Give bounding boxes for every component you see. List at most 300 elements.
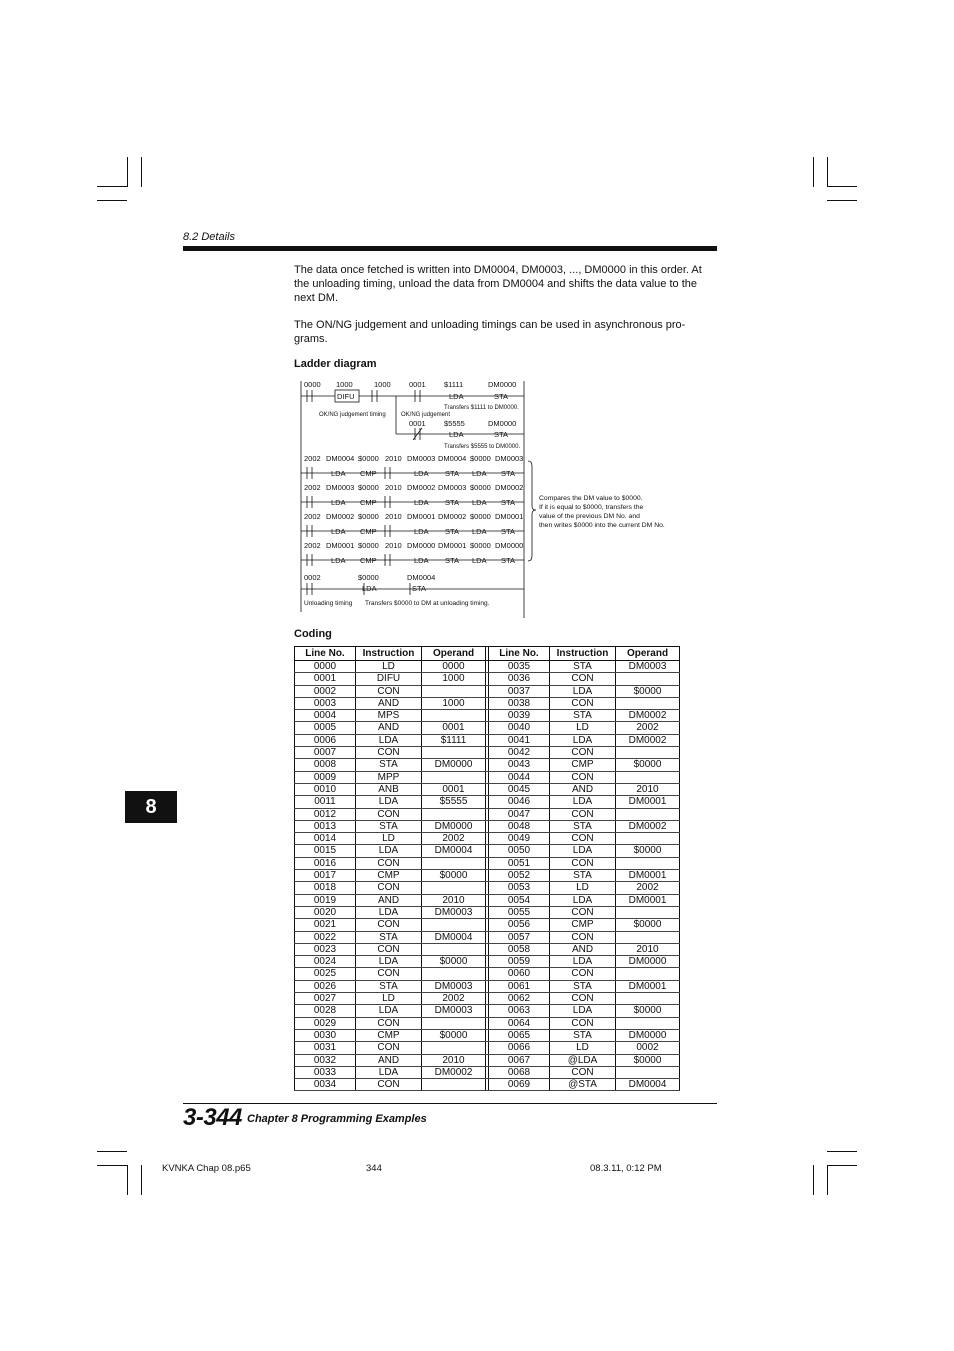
ladder-note: Transfers $5555 to DM0000. [444, 444, 521, 450]
lda-coil: LDA [472, 498, 487, 507]
table-cell: CON [356, 1017, 422, 1029]
table-cell: 0000 [295, 661, 356, 673]
ladder-label: $0000 [358, 454, 379, 463]
table-cell [422, 882, 486, 894]
table-cell: 0028 [295, 1005, 356, 1017]
cmp-coil: CMP [360, 556, 377, 565]
table-cell: 0027 [295, 993, 356, 1005]
ladder-label: 0000 [304, 380, 321, 389]
ladder-note: Unloading timing [304, 600, 353, 607]
table-cell: CON [550, 673, 616, 685]
ladder-label: 2002 [304, 541, 321, 550]
table-cell: 0003 [295, 697, 356, 709]
table-cell: CON [550, 857, 616, 869]
table-cell: 0054 [489, 894, 550, 906]
lda-coil: LDA [331, 556, 346, 565]
table-cell: $0000 [616, 919, 680, 931]
table-cell [616, 747, 680, 759]
table-cell: 0008 [295, 759, 356, 771]
table-cell: 0033 [295, 1066, 356, 1078]
table-cell: CON [550, 1066, 616, 1078]
table-cell: DM0003 [422, 980, 486, 992]
table-cell: 0006 [295, 734, 356, 746]
table-cell: DM0004 [422, 845, 486, 857]
ladder-label: 2010 [385, 541, 402, 550]
table-row [295, 968, 680, 980]
lda-coil: LDA [414, 498, 429, 507]
lda-coil: LDA [414, 469, 429, 478]
table-cell: AND [356, 697, 422, 709]
column-header: Operand [422, 647, 486, 661]
table-cell: $0000 [422, 956, 486, 968]
ladder-label: 2002 [304, 454, 321, 463]
table-cell: 0069 [489, 1079, 550, 1091]
table-cell: 1000 [422, 697, 486, 709]
ladder-label: $0000 [358, 541, 379, 550]
table-cell: 0051 [489, 857, 550, 869]
table-cell: DM0003 [422, 1005, 486, 1017]
table-cell: 0042 [489, 747, 550, 759]
ladder-note: OK/NG judgement [401, 412, 451, 418]
table-cell: DM0004 [422, 931, 486, 943]
table-cell: LD [356, 833, 422, 845]
section-label: 8.2 Details [183, 231, 235, 243]
table-cell: STA [356, 931, 422, 943]
table-cell: CON [550, 968, 616, 980]
sta-coil: STA [412, 584, 427, 593]
table-cell [422, 808, 486, 820]
table-cell: 1000 [422, 673, 486, 685]
table-cell: 0017 [295, 870, 356, 882]
table-cell: @STA [550, 1079, 616, 1091]
ladder-label: DM0001 [326, 541, 355, 550]
table-cell: CON [356, 943, 422, 955]
table-cell: 0002 [295, 685, 356, 697]
table-cell [422, 771, 486, 783]
table-row [295, 1066, 680, 1078]
table-cell [422, 685, 486, 697]
table-cell: 0038 [489, 697, 550, 709]
ladder-label: DM0001 [438, 541, 467, 550]
table-cell: DIFU [356, 673, 422, 685]
table-cell: CON [356, 685, 422, 697]
table-cell: LD [550, 1042, 616, 1054]
table-cell: CON [550, 771, 616, 783]
table-cell: STA [550, 1029, 616, 1041]
side-note-line: value of the previous DM No. and [539, 513, 640, 520]
table-cell: 0021 [295, 919, 356, 931]
table-cell [616, 906, 680, 918]
table-cell: AND [356, 1054, 422, 1066]
ladder-label: DM0000 [488, 380, 517, 389]
sta-coil: STA [494, 430, 509, 439]
footer-page: 344 [366, 1163, 382, 1174]
table-row [295, 906, 680, 918]
table-cell: CON [356, 919, 422, 931]
table-cell: CON [550, 1017, 616, 1029]
lda-coil: LDA [331, 469, 346, 478]
coding-heading: Coding [294, 628, 332, 640]
table-cell: $0000 [616, 685, 680, 697]
table-cell [422, 943, 486, 955]
cmp-coil: CMP [360, 498, 377, 507]
table-cell: $0000 [616, 1005, 680, 1017]
table-cell [422, 1017, 486, 1029]
table-cell: LDA [550, 845, 616, 857]
lda-coil: LDA [414, 527, 429, 536]
table-cell: LDA [550, 685, 616, 697]
table-cell: DM0002 [616, 710, 680, 722]
chapter-title: Chapter 8 Programming Examples [247, 1113, 427, 1125]
table-cell: 0002 [616, 1042, 680, 1054]
table-cell: STA [550, 661, 616, 673]
table-cell: DM0000 [422, 820, 486, 832]
table-cell: 0001 [422, 722, 486, 734]
ladder-label: 2002 [304, 483, 321, 492]
table-cell: CON [356, 747, 422, 759]
ladder-label: $1111 [444, 380, 464, 389]
table-row [295, 919, 680, 931]
lda-coil: LDA [472, 527, 487, 536]
side-note-line: Compares the DM value to $0000. [539, 495, 643, 502]
table-cell: CMP [356, 870, 422, 882]
table-row [295, 796, 680, 808]
ladder-label: DM0003 [326, 483, 355, 492]
table-cell: 0025 [295, 968, 356, 980]
table-row [295, 673, 680, 685]
table-cell: 0064 [489, 1017, 550, 1029]
ladder-label: DM0003 [495, 454, 524, 463]
paragraph-1: The data once fetched is written into DM0004, DM0003, ..., DM0000 in this order. At the unloading timing, unload the data from DM0004 and shifts the data value to the next DM. [294, 264, 702, 304]
table-cell [616, 968, 680, 980]
cmp-coil: CMP [360, 527, 377, 536]
ladder-label: $0000 [470, 454, 491, 463]
table-cell: $5555 [422, 796, 486, 808]
cmp-coil: CMP [360, 469, 377, 478]
table-cell: LDA [356, 1066, 422, 1078]
table-cell [616, 771, 680, 783]
table-cell: $0000 [422, 1029, 486, 1041]
ladder-label: $0000 [358, 512, 379, 521]
table-cell: CON [550, 993, 616, 1005]
table-cell [616, 833, 680, 845]
table-cell: LDA [550, 956, 616, 968]
table-header-row [295, 647, 680, 661]
table-cell: DM0000 [422, 759, 486, 771]
table-cell: $0000 [616, 845, 680, 857]
ladder-label: DM0003 [407, 454, 436, 463]
table-cell: STA [356, 820, 422, 832]
table-cell [616, 931, 680, 943]
table-cell: 0066 [489, 1042, 550, 1054]
table-cell [422, 1042, 486, 1054]
ladder-label: DM0002 [407, 483, 436, 492]
column-header: Operand [616, 647, 680, 661]
table-cell: DM0003 [616, 661, 680, 673]
table-cell: DM0001 [616, 796, 680, 808]
table-cell: CON [550, 697, 616, 709]
sta-coil: STA [501, 556, 516, 565]
table-row [295, 882, 680, 894]
table-cell: CMP [550, 759, 616, 771]
table-cell: MPS [356, 710, 422, 722]
table-row [295, 685, 680, 697]
ladder-label: $0000 [470, 512, 491, 521]
table-cell: CON [356, 968, 422, 980]
table-cell: DM0001 [616, 894, 680, 906]
table-cell: 2010 [616, 943, 680, 955]
table-cell: DM0002 [422, 1066, 486, 1078]
table-row [295, 1029, 680, 1041]
header-rule [183, 246, 717, 251]
table-row [295, 1017, 680, 1029]
table-cell: CON [356, 808, 422, 820]
table-cell: AND [550, 943, 616, 955]
table-cell: LDA [550, 796, 616, 808]
table-cell: STA [550, 870, 616, 882]
lda-coil: LDA [449, 392, 464, 401]
table-row [295, 833, 680, 845]
table-cell [422, 857, 486, 869]
table-cell: DM0000 [616, 956, 680, 968]
ladder-label: 0002 [304, 573, 321, 582]
table-cell: 0055 [489, 906, 550, 918]
table-cell: 0052 [489, 870, 550, 882]
column-header: Line No. [295, 647, 356, 661]
side-note-line: If it is equal to $0000, transfers the [539, 504, 644, 511]
table-cell: LDA [356, 956, 422, 968]
table-row [295, 722, 680, 734]
table-cell: LDA [550, 734, 616, 746]
table-row [295, 1005, 680, 1017]
table-cell: DM0002 [616, 734, 680, 746]
table-cell: 0030 [295, 1029, 356, 1041]
table-cell: STA [550, 980, 616, 992]
table-row [295, 734, 680, 746]
sta-coil: STA [501, 469, 516, 478]
table-row [295, 943, 680, 955]
table-cell: 0067 [489, 1054, 550, 1066]
table-cell [616, 1066, 680, 1078]
table-cell: CON [356, 857, 422, 869]
table-row [295, 710, 680, 722]
ladder-label: 2010 [385, 454, 402, 463]
table-cell: CMP [356, 1029, 422, 1041]
table-cell: 2002 [422, 993, 486, 1005]
ladder-label: DM0004 [326, 454, 355, 463]
table-cell: $0000 [422, 870, 486, 882]
table-cell: 0007 [295, 747, 356, 759]
table-cell: 0044 [489, 771, 550, 783]
table-cell: 0039 [489, 710, 550, 722]
ladder-diagram [294, 376, 714, 622]
sta-coil: STA [494, 392, 509, 401]
table-cell: DM0004 [616, 1079, 680, 1091]
table-cell [422, 919, 486, 931]
table-cell: DM0002 [616, 820, 680, 832]
table-cell [422, 968, 486, 980]
table-cell: 0010 [295, 783, 356, 795]
ladder-label: DM0002 [495, 483, 524, 492]
ladder-label: DM0003 [438, 483, 467, 492]
table-cell: 0059 [489, 956, 550, 968]
sta-coil: STA [445, 469, 460, 478]
table-cell: 0015 [295, 845, 356, 857]
ladder-label: 0001 [409, 419, 426, 428]
table-cell: 0063 [489, 1005, 550, 1017]
lda-coil: LDA [414, 556, 429, 565]
table-cell: 2002 [616, 722, 680, 734]
footer-file: KVNKA Chap 08.p65 [162, 1163, 251, 1174]
table-cell: 0061 [489, 980, 550, 992]
table-cell: $0000 [616, 759, 680, 771]
table-row [295, 759, 680, 771]
table-cell: 0034 [295, 1079, 356, 1091]
table-cell: 0001 [422, 783, 486, 795]
ladder-label: $0000 [470, 541, 491, 550]
table-cell: 0011 [295, 796, 356, 808]
table-cell: AND [550, 783, 616, 795]
table-cell: LDA [356, 734, 422, 746]
ladder-label: $0000 [358, 573, 379, 582]
table-cell: 0032 [295, 1054, 356, 1066]
ladder-label: $5555 [444, 419, 465, 428]
table-row [295, 894, 680, 906]
table-cell: 0057 [489, 931, 550, 943]
ladder-note: OK/NG judgement timing [319, 412, 386, 418]
ladder-label: 2010 [385, 483, 402, 492]
table-cell [422, 1079, 486, 1091]
table-cell: 2010 [422, 894, 486, 906]
ladder-label: 2002 [304, 512, 321, 521]
table-cell: 0024 [295, 956, 356, 968]
table-cell: 0020 [295, 906, 356, 918]
table-cell: DM0001 [616, 870, 680, 882]
table-cell: CON [356, 882, 422, 894]
table-cell: STA [550, 710, 616, 722]
ladder-label: 0001 [409, 380, 426, 389]
table-cell [616, 808, 680, 820]
table-row [295, 956, 680, 968]
table-cell: 0046 [489, 796, 550, 808]
table-cell: 0045 [489, 783, 550, 795]
table-cell: CON [550, 906, 616, 918]
table-cell: ANB [356, 783, 422, 795]
table-row [295, 747, 680, 759]
table-cell: DM0003 [422, 906, 486, 918]
table-cell: 2002 [422, 833, 486, 845]
table-cell: 0005 [295, 722, 356, 734]
table-cell: 0012 [295, 808, 356, 820]
table-cell: LDA [356, 845, 422, 857]
ladder-label: DM0002 [438, 512, 467, 521]
table-cell [616, 697, 680, 709]
lda-coil: LDA [472, 556, 487, 565]
table-cell: 0000 [422, 661, 486, 673]
table-cell: 0018 [295, 882, 356, 894]
table-cell: 0035 [489, 661, 550, 673]
table-cell: 0043 [489, 759, 550, 771]
ladder-label: $0000 [470, 483, 491, 492]
table-cell: AND [356, 894, 422, 906]
table-row [295, 1054, 680, 1066]
table-cell: DM0001 [616, 980, 680, 992]
coding-table [294, 646, 680, 1091]
ladder-label: DM0001 [495, 512, 524, 521]
table-cell [422, 747, 486, 759]
ladder-label: DM0002 [326, 512, 355, 521]
table-cell: CON [550, 931, 616, 943]
table-cell: CON [550, 808, 616, 820]
table-cell: 0047 [489, 808, 550, 820]
table-cell: 0014 [295, 833, 356, 845]
table-cell [616, 1017, 680, 1029]
table-cell: 0056 [489, 919, 550, 931]
table-cell: MPP [356, 771, 422, 783]
table-cell: LDA [356, 1005, 422, 1017]
ladder-note: Transfers $0000 to DM at unloading timing. [365, 600, 490, 607]
table-cell: LDA [356, 906, 422, 918]
table-cell: 0062 [489, 993, 550, 1005]
table-row [295, 1079, 680, 1091]
table-cell: @LDA [550, 1054, 616, 1066]
table-cell: $1111 [422, 734, 486, 746]
table-cell: CON [356, 1079, 422, 1091]
table-cell: CMP [550, 919, 616, 931]
table-cell: 0019 [295, 894, 356, 906]
table-cell: $0000 [616, 1054, 680, 1066]
ladder-label: DM0000 [407, 541, 436, 550]
table-cell: 0001 [295, 673, 356, 685]
table-cell: LD [356, 993, 422, 1005]
lda-coil: LDA [362, 584, 377, 593]
table-cell: 0058 [489, 943, 550, 955]
table-cell: 0068 [489, 1066, 550, 1078]
table-cell: 2010 [616, 783, 680, 795]
side-note-line: then writes $0000 into the current DM No. [539, 522, 665, 529]
table-cell: LD [550, 882, 616, 894]
table-cell: 2010 [422, 1054, 486, 1066]
table-cell: 0060 [489, 968, 550, 980]
table-cell: 0049 [489, 833, 550, 845]
table-cell: STA [356, 980, 422, 992]
sta-coil: STA [501, 498, 516, 507]
table-cell: 0050 [489, 845, 550, 857]
table-cell: 0041 [489, 734, 550, 746]
table-cell: 0053 [489, 882, 550, 894]
ladder-label: DM0000 [495, 541, 524, 550]
footer-date: 08.3.11, 0:12 PM [590, 1163, 662, 1174]
table-cell: STA [550, 820, 616, 832]
ladder-label: $0000 [358, 483, 379, 492]
table-row [295, 980, 680, 992]
table-cell: 0037 [489, 685, 550, 697]
lda-coil: LDA [331, 527, 346, 536]
table-cell: 0004 [295, 710, 356, 722]
table-cell: 0029 [295, 1017, 356, 1029]
table-row [295, 697, 680, 709]
ladder-label: DM0004 [407, 573, 436, 582]
ladder-label: DM0000 [488, 419, 517, 428]
table-cell: 0022 [295, 931, 356, 943]
ladder-label: 1000 [336, 380, 353, 389]
table-cell: 0013 [295, 820, 356, 832]
table-cell: 0048 [489, 820, 550, 832]
table-cell: 0065 [489, 1029, 550, 1041]
sta-coil: STA [501, 527, 516, 536]
lda-coil: LDA [449, 430, 464, 439]
table-cell: CON [550, 747, 616, 759]
